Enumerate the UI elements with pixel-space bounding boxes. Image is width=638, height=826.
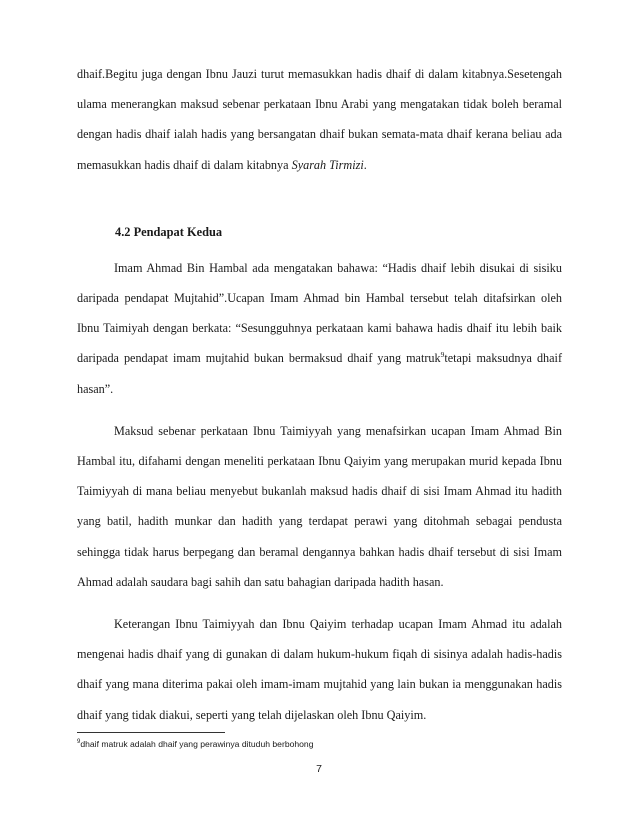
paragraph-2-text-b: tetapi maksudnya dhaif hasan”. (77, 351, 562, 396)
paragraph-imam-ahmad (77, 253, 562, 404)
footnote-number: 9 (77, 739, 81, 746)
page-number: 7 (316, 763, 322, 775)
section-heading: 4.2 Pendapat Kedua (115, 224, 223, 239)
footnote (77, 738, 562, 750)
paragraph-2-text-a: Imam Ahmad Bin Hambal ada mengatakan bahawa: “Hadis dhaif lebih disukai di sisiku daripada pendapat Mujtahid”.Ucapan Imam Ahmad bin Hambal tersebut telah ditafsirkan oleh Ibnu Taimiyah dengan berkata: “Sesungguhnya perkataan kami bahawa hadis dhaif itu lebih baik daripada pendapat imam mujtahid bukan bermaksud dhaif yang matruk (77, 260, 562, 366)
paragraph-1-text-a: dhaif.Begitu juga dengan Ibnu Jauzi turut memasukkan hadis dhaif di dalam kitabnya.Sesetengah ulama menerangkan maksud sebenar perkataan Ibnu Arabi yang mengatakan tidak boleh beramal dengan hadis dhaif ialah hadis yang bersangatan dhaif bukan semata-mata dhaif kerana beliau ada memasukkan hadis dhaif di dalam kitabnya (77, 67, 562, 172)
footnote-reference: 9 (440, 350, 445, 360)
body-text (77, 59, 562, 730)
footnote-separator (77, 732, 225, 733)
paragraph-continuation (77, 59, 562, 180)
paragraph-maksud-sebenar: Maksud sebenar perkataan Ibnu Taimiyyah yang menafsirkan ucapan Imam Ahmad Bin Hambal itu, difahami dengan meneliti perkataan Ibnu Qaiyim yang merupakan murid kepada Ibnu Taimiyyah di mana beliau menyebut bukanlah maksud hadis dhaif di sisi Imam Ahmad itu hadith yang batil, hadith munkar dan hadith yang terdapat perawi yang ditohmah sebagai pendusta sehingga tidak harus berpegang dan beramal dengannya bahkan hadis dhaif tersebut di sisi Imam Ahmad adalah saudara bagi sahih dan satu bahagian daripada hadith hasan. (77, 423, 562, 589)
paragraph-1-text-b: . (363, 157, 367, 172)
footnote-text: dhaif matruk adalah dhaif yang perawinya dituduh berbohong (80, 739, 314, 749)
paragraph-keterangan: Keterangan Ibnu Taimiyyah dan Ibnu Qaiyim terhadap ucapan Imam Ahmad itu adalah mengenai hadis dhaif yang di gunakan di dalam hukum-hukum fiqah di sisinya adalah hadis-hadis dhaif yang mana diterima pakai oleh imam-imam mujtahid yang lain bukan ia menggunakan hadis dhaif yang tidak diakui, seperti yang telah dijelaskan oleh Ibnu Qaiyim. (77, 617, 562, 722)
book-title-italic: Syarah Tirmizi (291, 157, 364, 172)
